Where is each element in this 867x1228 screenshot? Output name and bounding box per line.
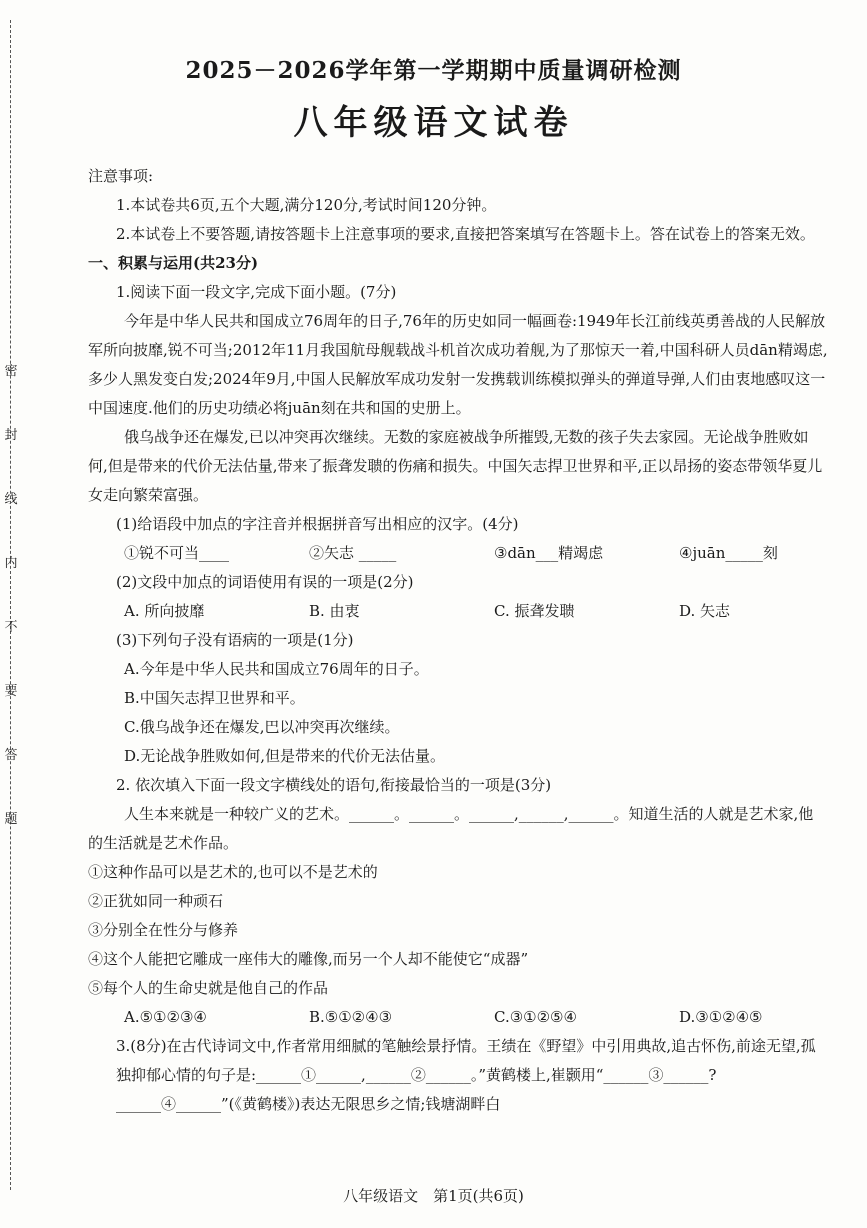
note-item: 1.本试卷共6页,五个大题,满分120分,考试时间120分钟。 xyxy=(116,196,497,214)
exam-content xyxy=(88,162,828,1119)
subquestion-stem: (1)给语段中加点的字注音并根据拼音写出相应的汉字。(4分) xyxy=(116,515,519,533)
reading-paragraph: 今年是中华人民共和国成立76周年的日子,76年的历史如同一幅画卷:1949年长江前线英勇善战的人民解放军所向披靡,锐不可当;2012年11月我国航母舰载战斗机首次成功着舰,为了那惊天一着,中国科研人员dān精竭虑,多少人黑发变白发;2024年9月,中国人民解放军成功发射一发携载训练模拟弹头的弹道导弹,人们由衷地感叹这一中国速度.他们的历史功绩必将juān刻在共和国的史册上。 xyxy=(88,312,828,417)
subquestion-stem: (2)文段中加点的词语使用有误的一项是(2分) xyxy=(116,573,414,591)
fill-blank-item: ②矢志 _____ xyxy=(309,544,397,562)
sentence-item: ③分别全在性分与修养 xyxy=(88,921,239,939)
exam-subtitle: 八年级语文试卷 xyxy=(293,103,574,143)
page-footer: 八年级语文 第1页(共6页) xyxy=(343,1187,524,1205)
reading-paragraph: 人生本来就是一种较广义的艺术。______。______。______,______,______。知道生活的人就是艺术家,他的生活就是艺术作品。 xyxy=(88,805,814,852)
seal-text: 密 封 线 内 不 要 答 题 xyxy=(4,364,18,827)
fill-blank-item: ③dān___精竭虑 xyxy=(494,544,604,562)
notes-heading: 注意事项: xyxy=(88,167,154,185)
exam-title: 2025－2026学年第一学期期中质量调研检测 xyxy=(185,57,682,84)
reading-paragraph: 俄乌战争还在爆发,已以冲突再次继续。无数的家庭被战争所摧毁,无数的孩子失去家园。无论战争胜败如何,但是带来的代价无法估量,带来了振聋发聩的伤痛和损失。中国矢志捍卫世界和平,正以昂扬的姿态带领华夏儿女走向繁荣富强。 xyxy=(88,428,823,504)
option-d: D.无论战争胜败如何,但是带来的代价无法估量。 xyxy=(124,747,446,765)
option-c: C.俄乌战争还在爆发,巴以冲突再次继续。 xyxy=(124,718,400,736)
subquestion-stem: (3)下列句子没有语病的一项是(1分) xyxy=(116,631,354,649)
option-b: B.中国矢志捍卫世界和平。 xyxy=(124,689,305,707)
option-a: A. 所向披靡 xyxy=(124,602,205,620)
option-c: C. 振聋发聩 xyxy=(494,602,575,620)
question-stem: 1.阅读下面一段文字,完成下面小题。(7分) xyxy=(116,283,397,301)
options-row xyxy=(88,597,828,626)
option-c: C.③①②⑤④ xyxy=(494,1008,577,1026)
question-text: 3.(8分)在古代诗词文中,作者常用细腻的笔触绘景抒情。王绩在《野望》中引用典故,追古怀伤,前途无望,孤独抑郁心情的句子是:______①______,______②______。”黄鹤楼上,崔颢用“______③______?______④______”(《黄鹤楼》)表达无限思乡之情;钱塘湖畔白 xyxy=(116,1037,816,1113)
option-b: B. 由衷 xyxy=(309,602,360,620)
option-d: D.③①②④⑤ xyxy=(679,1008,763,1026)
fill-blank-row xyxy=(88,539,828,568)
sentence-item: ②正犹如同一种顽石 xyxy=(88,892,224,910)
option-b: B.⑤①②④③ xyxy=(309,1008,393,1026)
section-heading: 一、积累与运用(共23分) xyxy=(88,254,259,272)
sentence-item: ⑤每个人的生命史就是他自己的作品 xyxy=(88,979,329,997)
question-stem: 2. 依次填入下面一段文字横线处的语句,衔接最恰当的一项是(3分) xyxy=(116,776,552,794)
fill-blank-item: ④juān_____刻 xyxy=(679,544,778,562)
option-a: A.今年是中华人民共和国成立76周年的日子。 xyxy=(124,660,429,678)
sentence-item: ①这种作品可以是艺术的,也可以不是艺术的 xyxy=(88,863,378,881)
note-item: 2.本试卷上不要答题,请按答题卡上注意事项的要求,直接把答案填写在答题卡上。答在试卷上的答案无效。 xyxy=(116,225,815,243)
option-d: D. 矢志 xyxy=(679,602,731,620)
fill-blank-item: ①锐不可当____ xyxy=(124,544,230,562)
sentence-item: ④这个人能把它雕成一座伟大的雕像,而另一个人却不能使它“成器” xyxy=(88,950,529,968)
options-row xyxy=(88,1003,828,1032)
option-a: A.⑤①②③④ xyxy=(124,1008,207,1026)
